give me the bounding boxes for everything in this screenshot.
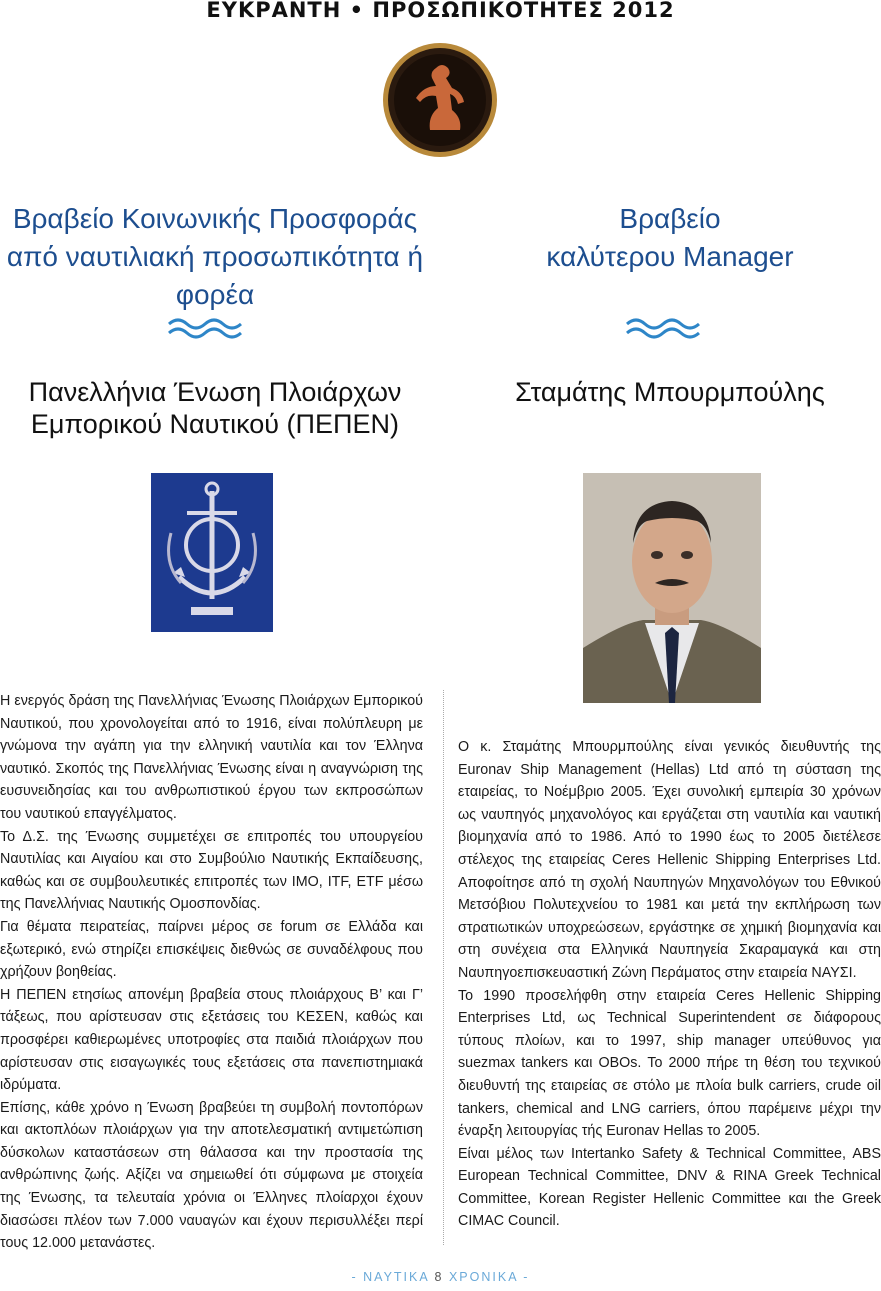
left-honoree-name-line2: Εμπορικού Ναυτικού (ΠΕΠΕΝ) — [30, 409, 400, 439]
left-wave-ornament-icon — [165, 315, 245, 341]
right-award-title-line1: Βραβείο — [619, 203, 721, 234]
page-footer — [0, 1270, 881, 1284]
honoree-portrait-photo — [583, 473, 761, 703]
left-award-title-line1: Βραβείο Κοινωνικής Προσφοράς — [12, 203, 418, 234]
right-award-title-line2: καλύτερου Manager — [546, 241, 794, 272]
column-divider — [443, 690, 444, 1245]
ancient-figure-medallion-icon — [382, 40, 498, 160]
left-article-body — [0, 690, 423, 1255]
right-paragraph: Είναι μέλος των Intertanko Safety & Technical Committee, ABS European Technical Committee, DNV & RINA Greek Technical Committee, Korean Register Hellenic Committee και the Greek CIMAC Council. — [458, 1145, 881, 1230]
left-paragraph: Η ΠΕΠΕΝ ετησίως απονέμη βραβεία στους πλοιάρχους Β’ και Γ’ τάξεως, που αρίστευσαν στις εξετάσεις του ΚΕΣΕΝ, καθώς και προσφέρει καθιερωμένες υποτροφίες στα παιδιά πλοιάρχων που αρίστευσαν στις εισαγωγικές τους εξετάσεις στα πανεπιστημιακά ιδρύματα. — [0, 986, 423, 1094]
right-paragraph: Το 1990 προσελήφθη στην εταιρεία Ceres Hellenic Shipping Enterprises Ltd, ως Technical Superintendent σε διάφορους τύπους πλοίων, και το 1997, ship manager υπεύθυνος για suezmax tankers και OBOs. Το 2000 πήρε τη θέση του τεχνικού διευθυντή της εταιρείας σε στόλο με πλοία bulk carriers, crude oil tankers, chemical and LNG carriers, όπου παρέμεινε μέχρι την έναρξη λειτουργίας τής Euronav Hellas το 2005. — [458, 987, 881, 1140]
left-paragraph: Για θέματα πειρατείας, παίρνει μέρος σε forum σε Ελλάδα και εξωτερικό, ενώ στηρίζει επισκέψεις διεθνώς σε συναδέλφους που χρήζουν βοηθείας. — [0, 918, 423, 981]
pepen-anchor-logo-icon — [151, 473, 273, 632]
footer-right-text: ΧΡΟΝΙΚΑ - — [448, 1270, 530, 1284]
left-paragraph: Το Δ.Σ. της Ένωσης συμμετέχει σε επιτροπές του υπουργείου Ναυτιλίας και Αιγαίου και στο Συμβούλιο Ναυτικής Εκπαίδευσης, καθώς και σε συμβουλευτικές επιτροπές των IMO, ITF, ETF μέσω της Πανελλήνιας Ναυτικής Ομοσπονδίας. — [0, 828, 423, 913]
right-article-body — [458, 736, 881, 1233]
footer-left-text: - ΝΑΥΤΙΚΑ — [351, 1270, 430, 1284]
left-paragraph: Επίσης, κάθε χρόνο η Ένωση βραβεύει τη συμβολή ποντοπόρων και ακτοπλόων πλοιάρχων για την αποτελεσματική αντιμετώπιση δύσκολων καταστάσεων στη θάλασσα και την προστασία της ανθρώπινης ζωής. Αξίζει να σημειωθεί ότι σύμφωνα με στοιχεία της Ένωσης, τα τελευταία χρόνια οι Έλληνες πλοίαρχοι έχουν διασώσει πλέον των 7.000 ναυαγών και έχουν περισυλλέξει περί τους 12.000 μετανάστες. — [0, 1099, 423, 1252]
left-award-title-line3: φορέα — [175, 279, 255, 310]
page-header-title: ΕΥΚΡΑΝΤΗ • ΠΡΟΣΩΠΙΚΟΤΗΤΕΣ 2012 — [206, 0, 675, 22]
left-paragraph: Η ενεργός δράση της Πανελλήνιας Ένωσης Πλοιάρχων Εμπορικού Ναυτικού, που χρονολογείται από το 1916, είναι πολύπλευρη με γνώμονα την αγάπη για την ελληνική ναυτιλία και τον Έλληνα ναυτικό. Σκοπός της Πανελλήνιας Ένωσης είναι η αναγνώριση της ευσυνειδησίας και του ανθρωπιστικού έργου των εκπροσώπων του ναυτικού επαγγέλματος. — [0, 693, 423, 822]
right-honoree-name: Σταμάτης Μπουρμπούλης — [515, 377, 825, 407]
left-honoree-name-line1: Πανελλήνια Ένωση Πλοιάρχων — [28, 377, 402, 407]
left-award-title-line2: από ναυτιλιακή προσωπικότητα ή — [6, 241, 424, 272]
right-wave-ornament-icon — [623, 315, 703, 341]
page-number: 8 — [434, 1270, 444, 1284]
right-paragraph: Ο κ. Σταμάτης Μπουρμπούλης είναι γενικός διευθυντής της Euronav Ship Management (Hellas) Ltd από τη σύσταση της εταιρείας, το Νοέμβριο 2005. Έχει συνολική εμπειρία 30 χρόνων ως ναυπηγός μηχανολόγος και εργάζεται στη ναυτιλία και ναυτική βιομηχανία από το 1986. Από το 1990 έως το 2005 διετέλεσε στέλεχος της εταιρείας Ceres Hellenic Shipping Enterprises Ltd. Αποφοίτησε από τη σχολή Ναυπηγών Μηχανολόγων του Εθνικού Μετσόβιου Πολυτεχνείου το 1981 και μετά την εκπλήρωση των στρατιωτικών υποχρεώσεων, εργάστηκε σε χημική βιομηχανία και στη συνέχεια στα Ελληνικά Ναυπηγεία Σκαραμαγκά και στη Ναυπηγοεπισκευαστική Ζώνη Περάματος στην εταιρεία ΝΑΥΣΙ. — [458, 739, 881, 981]
